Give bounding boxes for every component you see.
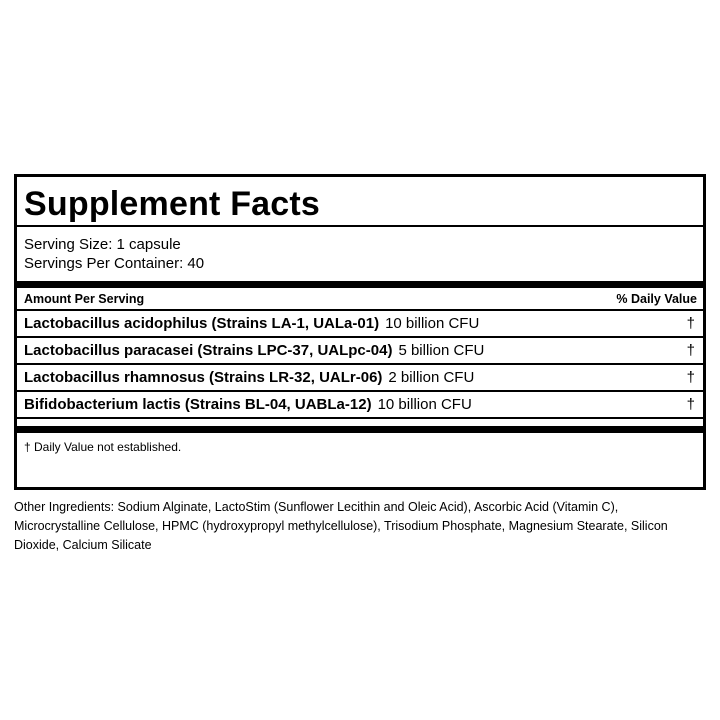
footnote: † Daily Value not established. [24, 440, 182, 454]
ingredient-amount: 10 billion CFU [377, 396, 472, 413]
ingredient-name: Lactobacillus rhamnosus (Strains LR-32, UALr-06) [24, 369, 383, 386]
ingredient-row [17, 392, 703, 419]
ingredient-amount: 2 billion CFU [388, 369, 475, 386]
daily-value-header: % Daily Value [616, 291, 697, 306]
ingredient-row [17, 338, 703, 365]
thick-divider-bottom [17, 426, 703, 433]
daily-value-mark: † [686, 315, 695, 332]
ingredient-name: Lactobacillus acidophilus (Strains LA-1, UALa-01) [24, 315, 380, 332]
ingredient-name: Lactobacillus paracasei (Strains LPC-37, UALpc-04) [24, 342, 393, 359]
daily-value-mark: † [686, 396, 695, 413]
ingredient-amount: 5 billion CFU [398, 342, 485, 359]
daily-value-mark: † [686, 369, 695, 386]
ingredient-amount: 10 billion CFU [385, 315, 480, 332]
panel-title: Supplement Facts [17, 177, 703, 227]
amount-per-serving-header: Amount Per Serving [24, 291, 145, 306]
thick-divider [17, 281, 703, 288]
column-header-row [17, 288, 703, 311]
servings-per-container: Servings Per Container: 40 [24, 255, 205, 272]
serving-info [17, 227, 703, 281]
daily-value-mark: † [686, 342, 695, 359]
ingredient-row [17, 365, 703, 392]
ingredient-row [17, 311, 703, 338]
other-ingredients: Other Ingredients: Sodium Alginate, LactoStim (Sunflower Lecithin and Oleic Acid), Ascorbic Acid (Vitamin C), Microcrystalline Cellulose, HPMC (hydroxypropyl methylcellulose), Trisodium Phosphate, Magnesium Stearate, Silicon Dioxide, Calcium Silicate [14, 500, 668, 552]
supplement-facts-panel [14, 174, 706, 490]
serving-size: Serving Size: 1 capsule [24, 236, 181, 253]
ingredient-name: Bifidobacterium lactis (Strains BL-04, UABLa-12) [24, 396, 372, 413]
